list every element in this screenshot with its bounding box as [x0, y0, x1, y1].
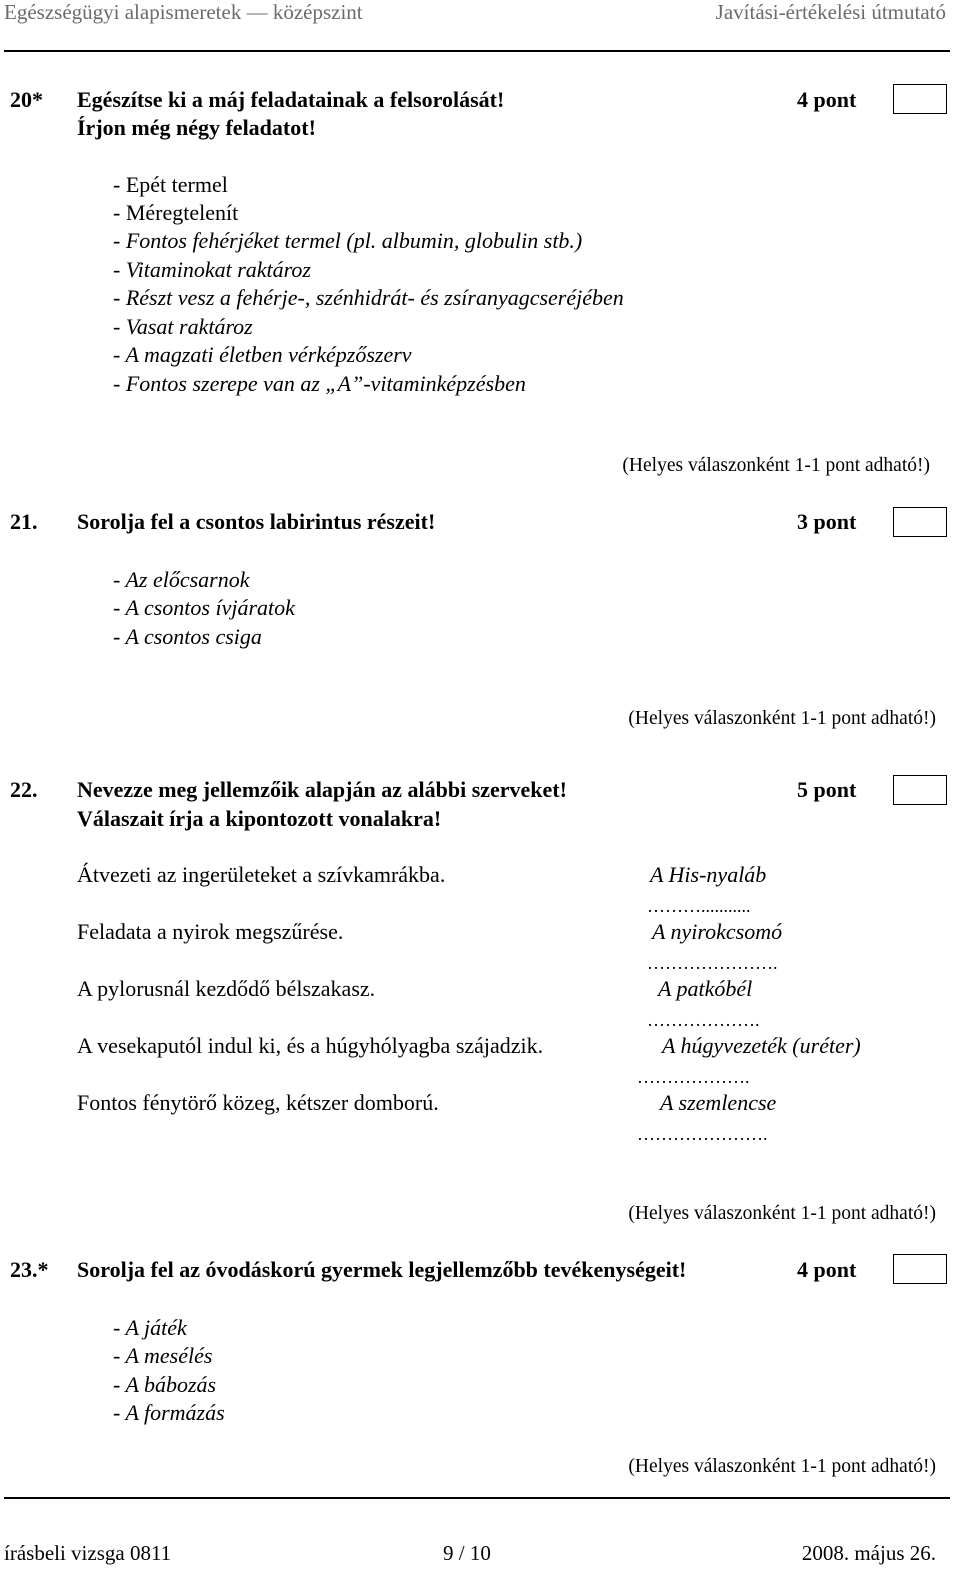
- footer-rule: [4, 1497, 950, 1499]
- q23-answer-item: - A játék: [113, 1315, 187, 1340]
- footer-exam-code: írásbeli vizsga 0811: [4, 1541, 172, 1565]
- q22-prompt: Átvezeti az ingerületeket a szívkamrákba.: [77, 862, 446, 887]
- page-number: 9 / 10: [443, 1541, 491, 1565]
- q20-answer-item: - Részt vesz a fehérje-, szénhidrát- és zsíranyagcseréjében: [113, 285, 624, 310]
- q23-answer-item: - A formázás: [113, 1400, 225, 1425]
- q22-answer-line: ………...........: [647, 896, 751, 916]
- q22-score-box[interactable]: [893, 775, 947, 805]
- q23-score-box[interactable]: [893, 1254, 947, 1284]
- q23-answer-item: - A bábozás: [113, 1372, 217, 1397]
- q23-scoring-note: (Helyes válaszonként 1-1 pont adható!): [628, 1456, 936, 1477]
- q21-number: 21.: [10, 509, 38, 534]
- q20-answer-item: - Vitaminokat raktároz: [113, 257, 311, 282]
- q20-answer-item: - Fontos fehérjéket termel (pl. albumin, globulin stb.): [113, 228, 583, 253]
- q22-answer-line: ……………….: [647, 1010, 760, 1030]
- q21-scoring-note: (Helyes válaszonként 1-1 pont adható!): [628, 708, 936, 729]
- q22-answer: A patkóbél: [658, 976, 753, 1001]
- q22-answer: A szemlencse: [660, 1090, 777, 1115]
- q23-points: 4 pont: [797, 1257, 857, 1282]
- header-rule: [4, 50, 950, 52]
- q23-number: 23.*: [10, 1257, 49, 1282]
- q22-points: 5 pont: [797, 777, 857, 802]
- q22-subtitle: Válaszait írja a kipontozott vonalakra!: [77, 806, 442, 831]
- q22-answer-line: ………………….: [647, 953, 778, 973]
- q22-answer: A His-nyaláb: [650, 862, 767, 887]
- q20-answer-item: - Vasat raktároz: [113, 314, 253, 339]
- q20-given-item: - Méregtelenít: [113, 200, 239, 225]
- header-subtitle: Javítási-értékelési útmutató: [715, 0, 946, 24]
- q20-answer-item: - A magzati életben vérképzőszerv: [113, 342, 412, 367]
- q23-title: Sorolja fel az óvodáskorú gyermek legjellemzőbb tevékenységeit!: [77, 1257, 687, 1282]
- q21-answer-item: - Az előcsarnok: [113, 567, 250, 592]
- q22-prompt: Feladata a nyirok megszűrése.: [77, 919, 344, 944]
- q22-answer-line: ………………….: [637, 1124, 768, 1144]
- q21-answer-item: - A csontos csiga: [113, 624, 262, 649]
- q20-title: Egészítse ki a máj feladatainak a felsorolását!: [77, 87, 505, 112]
- q20-answer-item: - Fontos szerepe van az „A”-vitaminképzésben: [113, 371, 526, 396]
- q22-answer: A húgyvezeték (uréter): [662, 1033, 861, 1058]
- q23-answer-item: - A mesélés: [113, 1343, 213, 1368]
- q22-prompt: A vesekaputól indul ki, és a húgyhólyagba szájadzik.: [77, 1033, 544, 1058]
- q22-scoring-note: (Helyes válaszonként 1-1 pont adható!): [628, 1203, 936, 1224]
- q22-prompt: Fontos fénytörő közeg, kétszer domború.: [77, 1090, 439, 1115]
- q22-title: Nevezze meg jellemzőik alapján az alábbi szerveket!: [77, 777, 567, 802]
- q21-points: 3 pont: [797, 509, 857, 534]
- q21-answer-item: - A csontos ívjáratok: [113, 595, 295, 620]
- q21-score-box[interactable]: [893, 507, 947, 537]
- footer-date: 2008. május 26.: [801, 1541, 936, 1565]
- q20-points: 4 pont: [797, 87, 857, 112]
- q21-title: Sorolja fel a csontos labirintus részeit!: [77, 509, 436, 534]
- q20-scoring-note: (Helyes válaszonként 1-1 pont adható!): [622, 455, 930, 476]
- q20-given-item: - Epét termel: [113, 172, 228, 197]
- header-title: Egészségügyi alapismeretek — középszint: [4, 0, 363, 24]
- q22-answer-line: ……………….: [637, 1067, 750, 1087]
- q20-number: 20*: [10, 87, 43, 112]
- q20-score-box[interactable]: [893, 84, 947, 114]
- q20-subtitle: Írjon még négy feladatot!: [77, 115, 316, 140]
- q22-answer: A nyirokcsomó: [652, 919, 783, 944]
- q22-prompt: A pylorusnál kezdődő bélszakasz.: [77, 976, 376, 1001]
- q22-number: 22.: [10, 777, 38, 802]
